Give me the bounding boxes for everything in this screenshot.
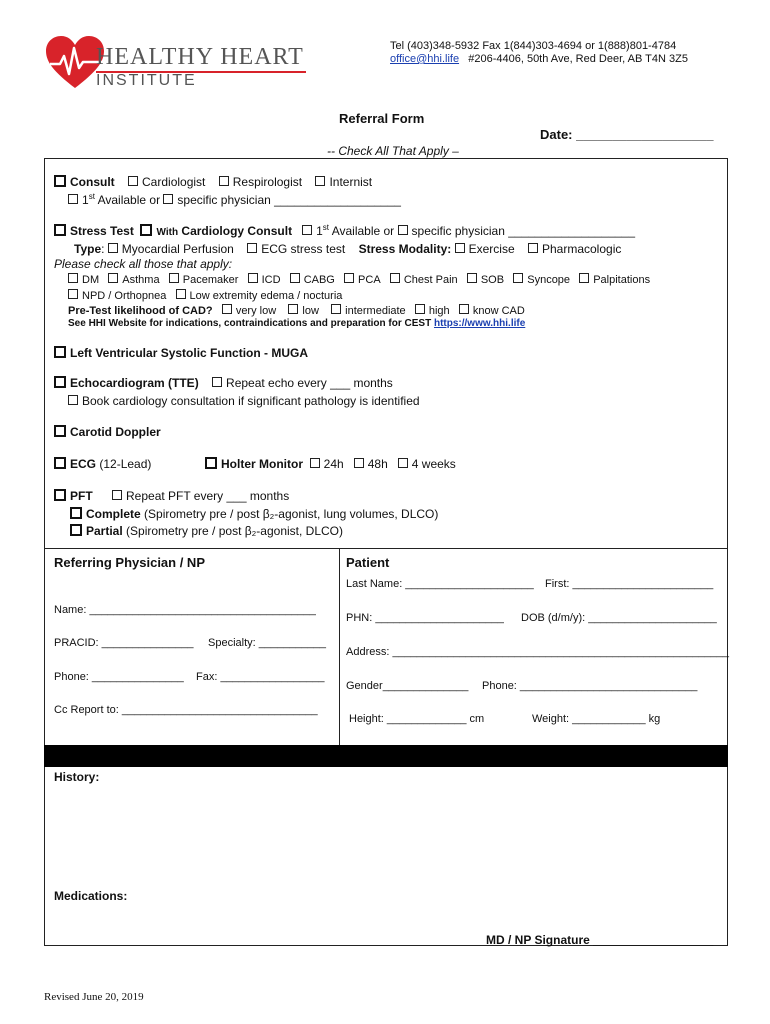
book-consult-checkbox[interactable]: [68, 395, 78, 405]
holter-24h-checkbox[interactable]: [310, 458, 320, 468]
form-border-right: [727, 158, 728, 945]
see-hhi-row: [68, 318, 525, 329]
palpitations-label: Palpitations: [593, 274, 651, 286]
edema-label: Low extremity edema / nocturia: [189, 290, 343, 302]
consult-checkbox[interactable]: [54, 175, 66, 187]
last-name-field[interactable]: Last Name: _____________________: [346, 578, 534, 590]
npd-checkbox[interactable]: [68, 289, 78, 299]
know-cad-checkbox[interactable]: [459, 304, 469, 314]
holter-24h-label: 24h: [323, 457, 344, 471]
pft-label: PFT: [70, 489, 93, 503]
myocardial-perfusion-label: Myocardial Perfusion: [121, 242, 234, 256]
intermediate-checkbox[interactable]: [331, 304, 341, 314]
pca-checkbox[interactable]: [344, 273, 354, 283]
form-border-top: [44, 158, 727, 159]
respirologist-label: Respirologist: [232, 175, 303, 189]
stress-specific-field[interactable]: specific physician ___________________: [411, 224, 636, 238]
height-field[interactable]: Height: _____________ cm: [349, 713, 485, 725]
pft-checkbox[interactable]: [54, 489, 66, 501]
carotid-label: Carotid Doppler: [70, 425, 161, 439]
holter-48h-checkbox[interactable]: [354, 458, 364, 468]
email-link[interactable]: office@hhi.life: [390, 53, 460, 65]
ecg-row: [54, 457, 151, 471]
myocardial-perfusion-checkbox[interactable]: [108, 243, 118, 253]
physician-name-field[interactable]: Name: _____________________________________: [54, 604, 316, 616]
stress-first-available-checkbox[interactable]: [302, 225, 312, 235]
first-available-label: Available or: [94, 193, 161, 207]
first-available-checkbox[interactable]: [68, 194, 78, 204]
logo: [44, 34, 314, 90]
sob-label: SOB: [480, 274, 505, 286]
form-title: Referral Form: [339, 111, 425, 126]
with-cardiology-checkbox[interactable]: [140, 224, 152, 236]
repeat-pft-row: [112, 489, 289, 503]
asthma-checkbox[interactable]: [108, 273, 118, 283]
contact-line-2: [390, 53, 688, 65]
book-consult-label: Book cardiology consultation if significant pathology is identified: [82, 394, 420, 408]
carotid-checkbox[interactable]: [54, 425, 66, 437]
consult-label: Consult: [70, 175, 115, 189]
cardiology-consult-label: Cardiology Consult: [181, 224, 293, 238]
pretest-row: [68, 304, 525, 317]
risk-factors-row-1: [68, 273, 650, 286]
first-available-sup: st: [88, 192, 95, 201]
stress-specific-checkbox[interactable]: [398, 225, 408, 235]
high-label: high: [428, 305, 450, 317]
echo-checkbox[interactable]: [54, 376, 66, 388]
pft-partial-row: [70, 524, 343, 538]
address-text: #206-4406, 50th Ave, Red Deer, AB T4N 3Z5: [468, 53, 688, 65]
patient-heading: Patient: [346, 555, 390, 570]
internist-label: Internist: [329, 175, 373, 189]
cabg-label: CABG: [303, 274, 335, 286]
gender-field[interactable]: Gender______________: [346, 680, 469, 692]
holter-label: Holter Monitor: [221, 457, 303, 471]
first-available-num: 1: [82, 193, 89, 207]
low-label: low: [302, 305, 319, 317]
repeat-echo-label: Repeat echo every ___ months: [226, 376, 393, 390]
palpitations-checkbox[interactable]: [579, 273, 589, 283]
know-cad-label: know CAD: [472, 305, 525, 317]
asthma-label: Asthma: [122, 274, 160, 286]
signature-field[interactable]: MD / NP Signature __________________: [486, 933, 714, 947]
pacemaker-label: Pacemaker: [182, 274, 239, 286]
repeat-pft-label: Repeat PFT every ___ months: [126, 489, 290, 503]
form-border-left: [44, 158, 45, 945]
chest-pain-checkbox[interactable]: [390, 273, 400, 283]
stress-test-checkbox[interactable]: [54, 224, 66, 236]
type-label: Type: [74, 242, 102, 256]
pca-label: PCA: [358, 274, 381, 286]
phn-field[interactable]: PHN: _____________________: [346, 612, 504, 624]
syncope-checkbox[interactable]: [513, 273, 523, 283]
intermediate-label: intermediate: [345, 305, 406, 317]
ecg-detail: (12-Lead): [99, 457, 152, 471]
carotid-row: [54, 425, 161, 439]
syncope-label: Syncope: [527, 274, 571, 286]
hhi-website-link[interactable]: https://www.hhi.life: [433, 318, 526, 329]
physician-phone-field[interactable]: Phone: _______________: [54, 671, 184, 683]
ecg-checkbox[interactable]: [54, 457, 66, 469]
muga-checkbox[interactable]: [54, 346, 66, 358]
ecg-label: ECG: [70, 457, 97, 471]
consult-physician-row: [68, 192, 401, 207]
exercise-checkbox[interactable]: [455, 243, 465, 253]
echo-label: Echocardiogram (TTE): [70, 376, 199, 390]
cc-report-field[interactable]: Cc Report to: ________________________________: [54, 704, 318, 716]
medications-textarea[interactable]: [50, 905, 720, 930]
risk-factors-row-2: [68, 289, 342, 302]
holter-4weeks-label: 4 weeks: [411, 457, 456, 471]
revised-date: Revised June 20, 2019: [44, 991, 144, 1003]
holter-4weeks-checkbox[interactable]: [398, 458, 408, 468]
book-consult-row: [68, 394, 420, 408]
contact-line: Tel (403)348-5932 Fax 1(844)303-4694 or 1(888)801-4784: [390, 40, 677, 52]
history-label: History:: [54, 770, 100, 784]
specific-physician-checkbox[interactable]: [163, 194, 173, 204]
echo-row: [54, 376, 393, 390]
pharmacologic-checkbox[interactable]: [528, 243, 538, 253]
muga-label: Left Ventricular Systolic Function - MUGA: [70, 346, 309, 360]
very-low-label: very low: [235, 305, 277, 317]
section-divider-bar: [44, 745, 728, 767]
pft-row: [54, 489, 93, 503]
chest-pain-label: Chest Pain: [403, 274, 458, 286]
cardiologist-checkbox[interactable]: [128, 176, 138, 186]
dm-label: DM: [82, 274, 100, 286]
ecg-stress-checkbox[interactable]: [247, 243, 257, 253]
holter-48h-label: 48h: [367, 457, 388, 471]
pft-complete-label: Complete: [86, 507, 141, 521]
logo-main-text: HEALTHY HEART: [96, 44, 304, 70]
stress-avail-sup: st: [322, 223, 330, 232]
holter-row: [205, 457, 456, 471]
see-hhi-text: See HHI Website for indications, contraindications and preparation for CEST: [68, 318, 432, 329]
pracid-field[interactable]: PRACID: _______________: [54, 637, 194, 649]
muga-row: [54, 346, 308, 360]
modality-label: Stress Modality:: [358, 242, 452, 256]
pft-complete-detail: (Spirometry pre / post β₂-agonist, lung volumes, DLCO): [144, 507, 439, 521]
physician-fax-field[interactable]: Fax: _________________: [196, 671, 325, 683]
sob-checkbox[interactable]: [467, 273, 477, 283]
dob-field[interactable]: DOB (d/m/y): _____________________: [521, 612, 717, 624]
very-low-checkbox[interactable]: [222, 304, 232, 314]
edema-checkbox[interactable]: [176, 289, 186, 299]
exercise-label: Exercise: [468, 242, 515, 256]
cardiologist-label: Cardiologist: [142, 175, 206, 189]
pft-complete-row: [70, 507, 438, 521]
specific-physician-field[interactable]: specific physician ___________________: [177, 193, 401, 207]
check-all-note: -- Check All That Apply –: [327, 144, 459, 158]
pacemaker-checkbox[interactable]: [169, 273, 179, 283]
npd-label: NPD / Orthopnea: [82, 290, 167, 302]
repeat-pft-checkbox[interactable]: [112, 490, 122, 500]
stress-test-row: [54, 223, 635, 238]
date-field[interactable]: Date: ___________________: [540, 127, 714, 142]
pft-complete-checkbox[interactable]: [70, 507, 82, 519]
holter-checkbox[interactable]: [205, 457, 217, 469]
logo-sub-text: INSTITUTE: [96, 72, 197, 89]
stress-avail-label: Available or: [329, 224, 395, 238]
pft-partial-detail: (Spirometry pre / post β₂-agonist, DLCO): [126, 524, 343, 538]
dm-checkbox[interactable]: [68, 273, 78, 283]
high-checkbox[interactable]: [415, 304, 425, 314]
table-middle-divider: [339, 548, 340, 745]
physician-heading: Referring Physician / NP: [54, 555, 205, 570]
repeat-echo-checkbox[interactable]: [212, 377, 222, 387]
stress-avail-num: 1: [316, 224, 323, 238]
pharmacologic-label: Pharmacologic: [541, 242, 622, 256]
cabg-checkbox[interactable]: [290, 273, 300, 283]
icd-checkbox[interactable]: [248, 273, 258, 283]
history-textarea[interactable]: [50, 786, 720, 882]
please-check-note: Please check all those that apply:: [54, 257, 233, 271]
stress-test-label: Stress Test: [70, 224, 134, 238]
pft-partial-checkbox[interactable]: [70, 524, 82, 536]
with-label: With: [156, 227, 179, 238]
internist-checkbox[interactable]: [315, 176, 325, 186]
low-checkbox[interactable]: [288, 304, 298, 314]
specialty-field[interactable]: Specialty: ___________: [208, 637, 327, 649]
pft-partial-label: Partial: [86, 524, 123, 538]
consult-row: [54, 175, 372, 189]
patient-phone-field[interactable]: Phone: _____________________________: [482, 680, 698, 692]
respirologist-checkbox[interactable]: [219, 176, 229, 186]
weight-field[interactable]: Weight: ____________ kg: [532, 713, 661, 725]
stress-type-row: Type: Myocardial Perfusion ECG stress test Stress Modality: Exercise Pharmacologic: [74, 242, 622, 256]
table-top-border: [44, 548, 728, 549]
icd-label: ICD: [261, 274, 281, 286]
first-name-field[interactable]: First: _______________________: [545, 578, 714, 590]
medications-label: Medications:: [54, 889, 128, 903]
patient-address-field[interactable]: Address: _______________________________________________________: [346, 646, 729, 658]
ecg-stress-label: ECG stress test: [261, 242, 346, 256]
pretest-label: Pre-Test likelihood of CAD?: [68, 305, 213, 317]
